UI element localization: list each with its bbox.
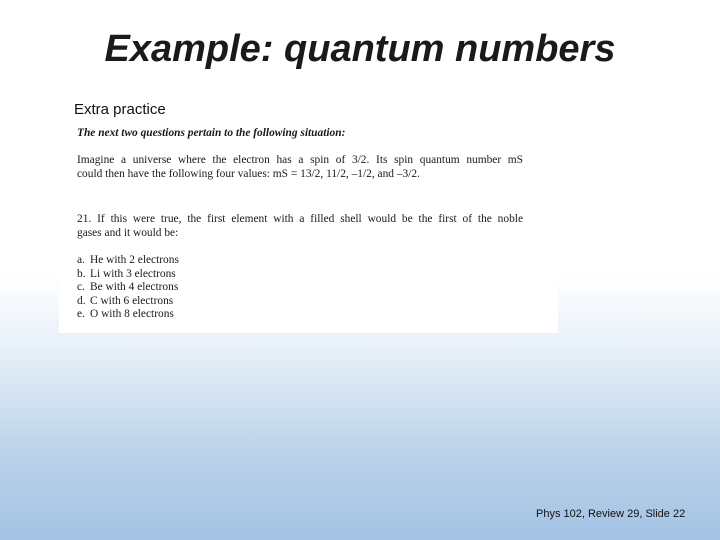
answer-option-e xyxy=(77,308,179,322)
option-letter: e. xyxy=(77,308,85,321)
option-text: He with 2 electrons xyxy=(90,254,179,266)
answer-option-b xyxy=(77,268,179,282)
question-line-1: 21. If this were true, the first element with a filled shell would be the first of the noble xyxy=(77,213,523,225)
answer-option-a xyxy=(77,254,179,268)
problem-situation xyxy=(77,154,523,181)
situation-line-1: Imagine a universe where the electron has a spin of 3/2. Its spin quantum number mS xyxy=(77,154,523,166)
option-text: Li with 3 electrons xyxy=(90,267,176,280)
situation-line-2: could then have the following four values: mS = 13/2, 11/2, –1/2, and –3/2. xyxy=(77,167,420,180)
option-letter: b. xyxy=(77,267,86,280)
option-letter: d. xyxy=(77,294,86,307)
problem-image xyxy=(59,124,558,333)
slide-subtitle: Extra practice xyxy=(74,101,166,118)
option-text: O with 8 electrons xyxy=(90,308,174,321)
problem-intro: The next two questions pertain to the following situation: xyxy=(77,127,346,139)
answer-option-c xyxy=(77,281,179,295)
option-letter: a. xyxy=(77,254,85,266)
option-letter: c. xyxy=(77,281,85,294)
slide-title: Example: quantum numbers xyxy=(104,28,616,70)
option-text: C with 6 electrons xyxy=(90,294,174,307)
answer-option-d xyxy=(77,295,179,309)
problem-question xyxy=(77,213,523,240)
slide-footer: Phys 102, Review 29, Slide 22 xyxy=(536,508,686,520)
question-line-2: gases and it would be: xyxy=(77,226,179,239)
answer-options xyxy=(77,254,179,322)
option-text: Be with 4 electrons xyxy=(90,281,179,294)
